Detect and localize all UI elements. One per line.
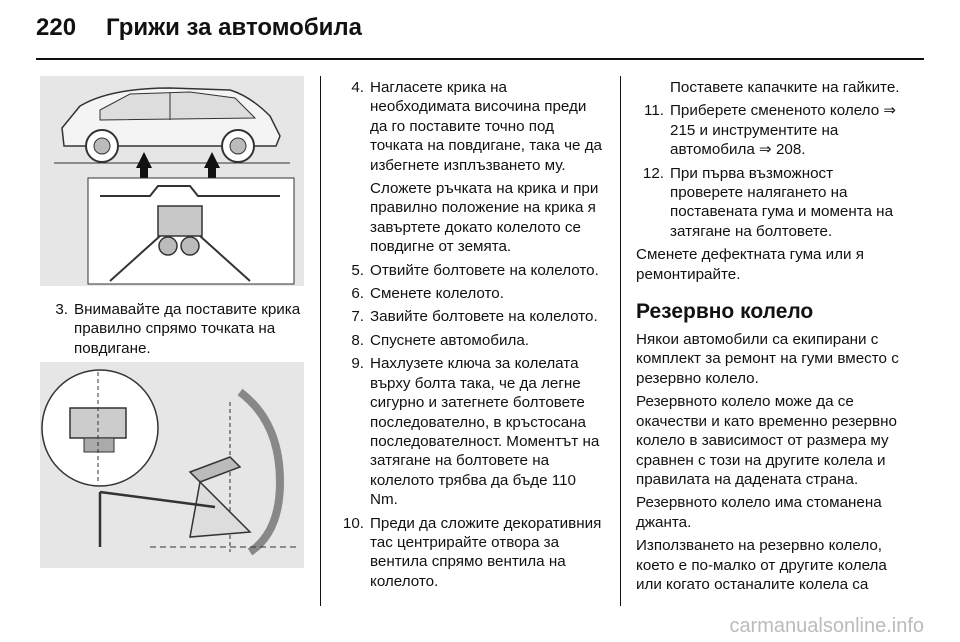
step-number: 6. xyxy=(351,285,364,303)
step-item xyxy=(336,331,606,350)
step-item xyxy=(636,164,906,242)
paragraph: Резервното колело може да се окачестви и като временно резервно колело в зависимост от размера му сравнен с този на другите колела и правилата на дадената страна. xyxy=(636,393,897,488)
column-1 xyxy=(40,300,308,362)
step-text: Сложете ръчката на крика и при правилно положение на крика я завъртете докато колелото се повдигне от земята. xyxy=(370,180,599,256)
jack-position-figure xyxy=(40,362,304,568)
step-item xyxy=(636,101,906,159)
step-number: 3. xyxy=(55,301,68,318)
step-number: 7. xyxy=(351,308,364,326)
paragraph: Използването на резервно колело, което е по-малко от другите колела или когато останалите колела са xyxy=(636,537,887,593)
page-title: Грижи за автомобила xyxy=(106,14,363,41)
column-divider-2 xyxy=(620,76,621,606)
step-item xyxy=(336,284,606,303)
step-number: 11. xyxy=(644,102,664,120)
step-number: 9. xyxy=(351,355,364,373)
step-text: Нахлузете ключа за колелата върху болта така, че да легне сигурно и затегнете болтовете последователно, в кръстосана последователност. Моментът на затягане на болтовете на колелото трябва да бъде 110 Nm. xyxy=(370,355,600,509)
step-item xyxy=(336,179,606,257)
step-number: 10. xyxy=(342,514,364,532)
step-text: Нагласете крика на необходимата височина преди да го поставите точно под точката на повдигане, така че да избегнете изплъзването му. xyxy=(370,79,603,174)
paragraph: Някои автомобили са екипирани с комплект за ремонт на гуми вместо с резервно колело. xyxy=(636,331,899,387)
step-text: Завийте болтовете на колелото. xyxy=(370,308,598,326)
step-text: Преди да сложите декоративния тас центрирайте отвора за вентила спрямо вентила на колелото. xyxy=(370,514,602,590)
jack-position-illustration xyxy=(40,362,304,568)
step-continuation: Поставете капачките на гайките. xyxy=(670,79,900,96)
car-jack-point-illustration xyxy=(40,76,304,286)
step-item xyxy=(336,78,606,175)
step-number: 12. xyxy=(642,164,664,182)
step-item xyxy=(40,300,308,358)
watermark: carmanualsonline.info xyxy=(729,615,924,637)
page-number: 220 xyxy=(36,14,77,41)
paragraph: Сменете дефектната гума или я ремонтирайте. xyxy=(636,246,864,283)
step-item xyxy=(336,354,606,509)
step-item xyxy=(336,307,606,326)
header-rule xyxy=(36,58,924,60)
step-text: Приберете смененото колело ⇒ 215 и инструментите на автомобила ⇒ 208. xyxy=(670,102,897,159)
step-item xyxy=(336,261,606,280)
step-text: Отвийте болтовете на колелото. xyxy=(370,261,599,279)
step-number: 4. xyxy=(351,79,364,96)
step-number: 5. xyxy=(351,261,364,279)
paragraph: Резервното колело има стоманена джанта. xyxy=(636,494,882,531)
column-3 xyxy=(636,78,906,598)
column-2 xyxy=(336,78,606,595)
column-divider-1 xyxy=(320,76,321,606)
step-text: Внимавайте да поставите крика правилно спрямо точката на повдигане. xyxy=(74,301,301,357)
step-text: Сменете колелото. xyxy=(370,285,504,303)
step-text: При първа възможност проверете налягането на поставената гума и момента на затягане на болтовете. xyxy=(670,164,894,240)
section-heading: Резервно колело xyxy=(636,300,814,324)
step-text: Спуснете автомобила. xyxy=(370,331,530,349)
step-number: 8. xyxy=(351,331,364,349)
page-header xyxy=(36,14,362,42)
step-item xyxy=(336,514,606,592)
car-jack-point-figure xyxy=(40,76,304,286)
